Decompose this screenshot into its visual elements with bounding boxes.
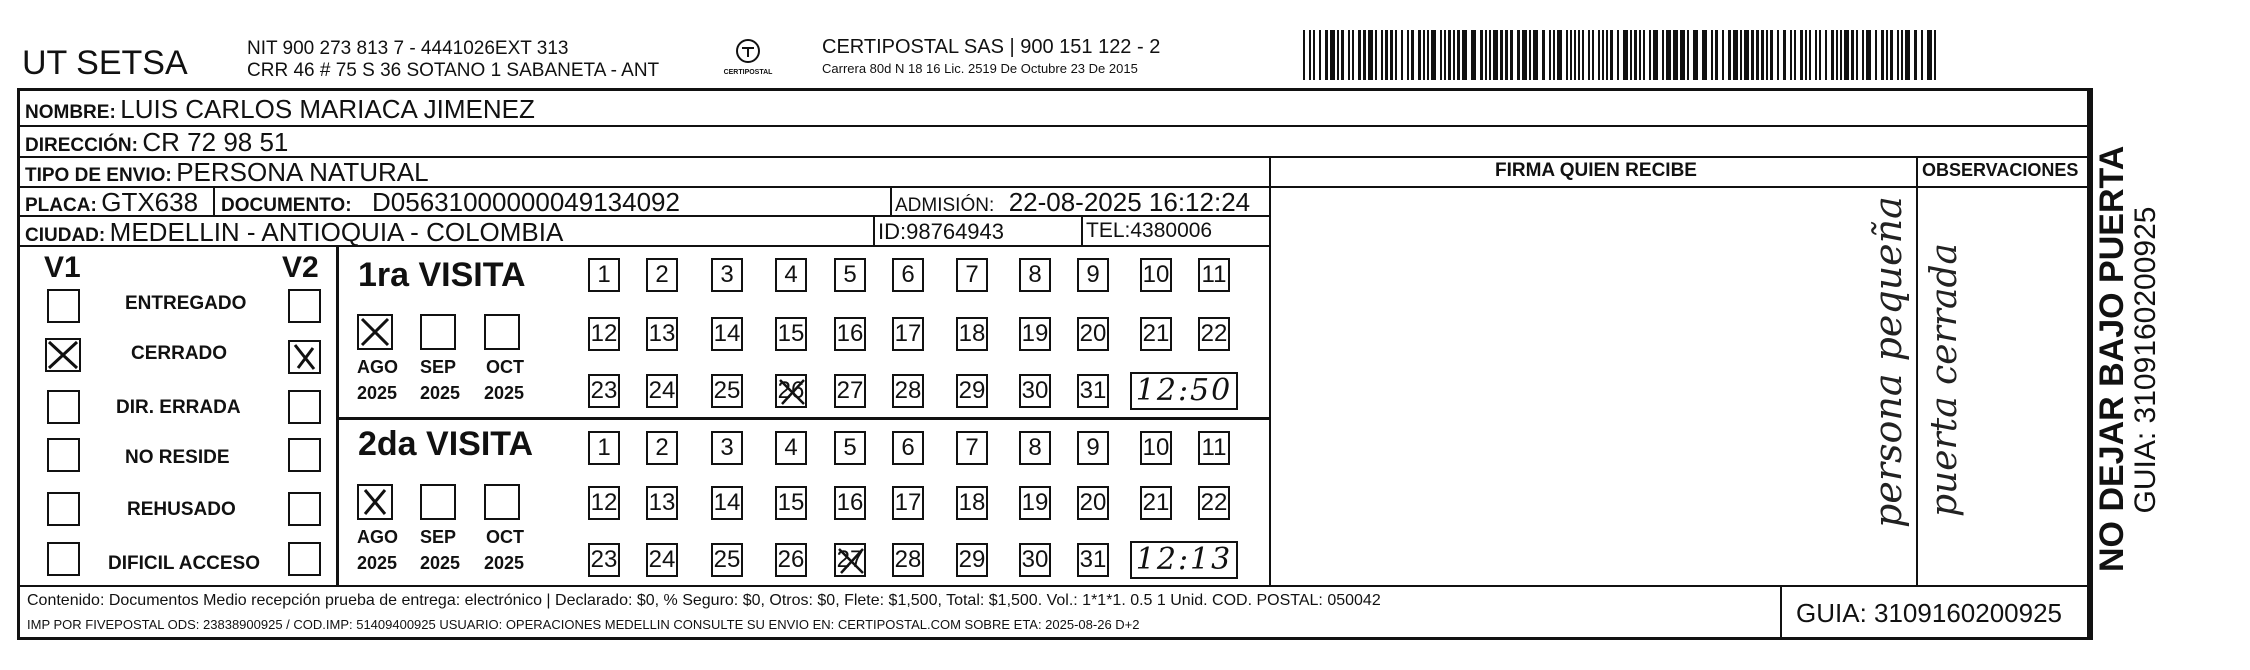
v1-dificil-acceso-checkbox[interactable] (47, 542, 80, 576)
barcode-bar (1330, 30, 1335, 80)
visit2-month-ago-checkbox[interactable] (357, 484, 393, 520)
barcode-bar (1522, 30, 1527, 80)
visit2-time: 12:13 (1130, 541, 1238, 579)
barcode-bar (1819, 30, 1821, 80)
barcode-bar (1844, 30, 1849, 80)
visit2-month-oct: OCT (486, 527, 524, 547)
barcode-bar (1794, 30, 1796, 80)
barcode-bar (1840, 30, 1842, 80)
side-no-dejar-bajo-puerta: NO DEJAR BAJO PUERTA (2093, 145, 2131, 572)
visit1-title: 1ra VISITA (358, 256, 526, 294)
barcode-bar (1744, 30, 1749, 80)
visit1-day-15[interactable]: 15 (775, 317, 807, 351)
admision-row (895, 187, 1250, 218)
barcode-bar (1825, 30, 1827, 80)
v1-label: V1 (44, 251, 81, 284)
barcode-bar (1815, 30, 1817, 80)
visit1-day-21[interactable]: 21 (1140, 317, 1172, 351)
visit2-day-31[interactable]: 31 (1077, 543, 1109, 577)
visit2-day-15[interactable]: 15 (775, 486, 807, 520)
barcode-bar (1375, 30, 1377, 80)
check-x-icon (47, 340, 79, 370)
barcode-bar (1733, 30, 1738, 80)
barcode-bar (1610, 30, 1613, 80)
placa-row (25, 187, 198, 218)
barcode-bar (1881, 30, 1884, 80)
visit2-day-1[interactable]: 1 (588, 431, 620, 465)
barcode-bar (1588, 30, 1590, 80)
v1-cerrado-checkbox[interactable] (45, 338, 81, 372)
id-label: ID: (878, 219, 907, 244)
barcode-bar (1381, 30, 1383, 80)
status-cerrado: CERRADO (131, 343, 228, 364)
barcode-bar (1549, 30, 1551, 80)
barcode-bar (1890, 30, 1893, 80)
barcode-bar (1693, 30, 1698, 80)
visit1-day-16[interactable]: 16 (834, 317, 866, 351)
visit2-day-2[interactable]: 2 (646, 431, 678, 465)
visit1-day-3[interactable]: 3 (711, 258, 743, 292)
v2-dir-errada-checkbox[interactable] (288, 390, 321, 424)
barcode-bar (1702, 30, 1707, 80)
barcode-bar (1363, 30, 1366, 80)
nombre-label: NOMBRE: (25, 102, 116, 123)
v1-no-reside-checkbox[interactable] (47, 438, 80, 472)
ciudad-row (25, 217, 563, 248)
barcode-bar (1313, 30, 1315, 80)
visit1-day-23[interactable]: 23 (588, 374, 620, 408)
barcode-bar (1680, 30, 1685, 80)
documento-label: DOCUMENTO: (221, 195, 352, 216)
barcode-bar (1341, 30, 1344, 80)
barcode-bar (1921, 30, 1923, 80)
ciudad-value: MEDELLIN - ANTIOQUIA - COLOMBIA (109, 217, 564, 247)
observation-handwriting-1: persona pequeña (1866, 196, 1910, 528)
tipo-value: PERSONA NATURAL (176, 157, 429, 187)
visit1-month-ago: AGO (357, 357, 399, 377)
certipostal-logo (722, 38, 774, 76)
barcode-bar (1489, 30, 1491, 80)
barcode-bar (1715, 30, 1718, 80)
visit1-day-28[interactable]: 28 (892, 374, 924, 408)
visit1-day-7[interactable]: 7 (956, 258, 988, 292)
visit2-day-13[interactable]: 13 (646, 486, 678, 520)
barcode-bar (1606, 30, 1608, 80)
barcode-bar (1800, 30, 1803, 80)
visit2-title: 2da VISITA (358, 425, 534, 463)
certipostal-license: Carrera 80d N 18 16 Lic. 2519 De Octubre 23 De 2015 (822, 61, 1138, 76)
visit2-day-11[interactable]: 11 (1198, 431, 1230, 465)
barcode-bar (1448, 30, 1451, 80)
visit2-day-10[interactable]: 10 (1140, 431, 1172, 465)
visit2-day-26[interactable]: 26 (775, 543, 807, 577)
visit2-day-7[interactable]: 7 (956, 431, 988, 465)
barcode-bar (1423, 30, 1425, 80)
check-x-icon (290, 342, 319, 372)
visit1-day-30[interactable]: 30 (1019, 374, 1051, 408)
documento-value: D05631000000049134092 (372, 187, 680, 217)
status-dificil-acceso: DIFICIL ACCESO (108, 553, 261, 574)
barcode-bar (1542, 30, 1545, 80)
visit1-day-24[interactable]: 24 (646, 374, 678, 408)
visit1-day-1[interactable]: 1 (588, 258, 620, 292)
barcode-bar (1485, 30, 1487, 80)
barcode-bar (1673, 30, 1678, 80)
visit2-day-14[interactable]: 14 (711, 486, 743, 520)
barcode-bar (1358, 30, 1361, 80)
barcode-bar (1809, 30, 1811, 80)
status-dir-errada: DIR. ERRADA (116, 397, 241, 418)
visit1-day-10[interactable]: 10 (1140, 258, 1172, 292)
barcode-bar (1471, 30, 1476, 80)
check-x-icon (777, 376, 807, 408)
side-guia: GUIA: 3109160200925 (2129, 206, 2162, 514)
barcode-bar (1303, 30, 1305, 80)
logo-icon (733, 38, 763, 64)
barcode-bar (1427, 30, 1429, 80)
barcode-bar (1493, 30, 1498, 80)
certipostal-name: CERTIPOSTAL SAS | 900 151 122 - 2 (822, 36, 1161, 58)
visit1-day-11[interactable]: 11 (1198, 258, 1230, 292)
visit2-day-5[interactable]: 5 (834, 431, 866, 465)
barcode-bar (1390, 30, 1393, 80)
barcode-bar (1617, 30, 1619, 80)
v2-entregado-checkbox[interactable] (288, 289, 321, 323)
visit1-day-20[interactable]: 20 (1077, 317, 1109, 351)
barcode-bar (1831, 30, 1834, 80)
barcode-bar (1751, 30, 1754, 80)
barcode-bar (1401, 30, 1403, 80)
visit2-day-30[interactable]: 30 (1019, 543, 1051, 577)
barcode-bar (1444, 30, 1446, 80)
visit1-day-26[interactable]: 26 (775, 374, 807, 408)
visit1-day-22[interactable]: 22 (1198, 317, 1230, 351)
barcode-bar (1777, 30, 1779, 80)
barcode-bar (1886, 30, 1888, 80)
barcode-bar (1574, 30, 1576, 80)
v2-no-reside-checkbox[interactable] (288, 438, 321, 472)
id-value: 98764943 (906, 219, 1005, 244)
barcode-bar (1740, 30, 1742, 80)
company-name: UT SETSA (22, 44, 188, 82)
nombre-row (25, 94, 535, 125)
v2-label: V2 (282, 251, 319, 284)
barcode-bar (1440, 30, 1442, 80)
barcode-bar (1728, 30, 1731, 80)
visit1-month-ago-checkbox[interactable] (357, 314, 393, 350)
visit1-day-14[interactable]: 14 (711, 317, 743, 351)
barcode-bar (1325, 30, 1328, 80)
footer-imp: IMP POR FIVEPOSTAL ODS: 23838900925 / COD.IMP: 51409400925 USUARIO: OPERACIONES MEDELLIN CONSULTE SU ENVIO EN: CERTIPOSTAL.COM SOBRE ETA: 2025-08-26 D+2 (27, 617, 1140, 632)
visit2-day-9[interactable]: 9 (1077, 431, 1109, 465)
barcode-bar (1553, 30, 1555, 80)
check-x-icon (836, 545, 866, 577)
company-address: CRR 46 # 75 S 36 SOTANO 1 SABANETA - ANT (247, 60, 660, 81)
visit2-day-16[interactable]: 16 (834, 486, 866, 520)
tipo-row (25, 157, 429, 188)
barcode-bar (1905, 30, 1910, 80)
placa-value: GTX638 (101, 187, 199, 217)
barcode-bar (1337, 30, 1339, 80)
barcode-bar (1319, 30, 1321, 80)
barcode-bar (1578, 30, 1580, 80)
barcode-bar (1480, 30, 1483, 80)
placa-label: PLACA: (25, 195, 97, 216)
barcode-bar (1805, 30, 1807, 80)
barcode-bar (1866, 30, 1871, 80)
visit1-day-18[interactable]: 18 (956, 317, 988, 351)
tel-label: TEL: (1086, 219, 1131, 242)
barcode-bar (1309, 30, 1311, 80)
visit2-day-27[interactable]: 27 (834, 543, 866, 577)
v2-rehusado-checkbox[interactable] (288, 492, 321, 526)
visit2-year-ago: 2025 (357, 553, 398, 573)
visit2-day-28[interactable]: 28 (892, 543, 924, 577)
footer-contenido: Contenido: Documentos Medio recepción prueba de entrega: electrónico | Declarado: $0, % Seguro: $0, Otros: $0, Flete: $1,500, Total: $1,500. Vol.: 1*1*1. 0.5 1 Unid. COD. POSTAL: 050042 (27, 592, 1381, 609)
check-x-icon (359, 316, 391, 348)
ciudad-label: CIUDAD: (25, 225, 106, 246)
nombre-value: LUIS CARLOS MARIACA JIMENEZ (120, 94, 535, 124)
visit1-day-17[interactable]: 17 (892, 317, 924, 351)
v1-dir-errada-checkbox[interactable] (47, 390, 80, 424)
visit1-day-13[interactable]: 13 (646, 317, 678, 351)
visit2-year-oct: 2025 (484, 553, 525, 573)
barcode-bar (1851, 30, 1854, 80)
barcode-bar (1934, 30, 1936, 80)
visit2-year-sep: 2025 (420, 553, 461, 573)
documento-row (221, 187, 680, 218)
tel-value: 4380006 (1130, 219, 1213, 242)
barcode-bar (1557, 30, 1562, 80)
visit1-day-8[interactable]: 8 (1019, 258, 1051, 292)
tel-row (1086, 219, 1212, 243)
firma-label: FIRMA QUIEN RECIBE (1495, 160, 1697, 181)
barcode-bar (1653, 30, 1658, 80)
barcode-bar (1505, 30, 1508, 80)
barcode-bar (1630, 30, 1632, 80)
barcode-bar (1634, 30, 1637, 80)
barcode-bar (1462, 30, 1467, 80)
direccion-label: DIRECCIÓN: (25, 135, 138, 156)
id-row (878, 219, 1004, 245)
footer-guia: GUIA: 3109160200925 (1796, 598, 2062, 628)
visit1-month-oct: OCT (486, 357, 524, 377)
visit1-month-oct-checkbox[interactable] (484, 314, 520, 350)
barcode-bar (1510, 30, 1513, 80)
barcode-bar (1927, 30, 1932, 80)
visit1-day-5[interactable]: 5 (834, 258, 866, 292)
visit2-day-8[interactable]: 8 (1019, 431, 1051, 465)
logo-text: CERTIPOSTAL (723, 69, 773, 76)
visit2-day-4[interactable]: 4 (775, 431, 807, 465)
barcode-bar (1529, 30, 1531, 80)
barcode-bar (1687, 30, 1689, 80)
visit2-month-sep: SEP (420, 527, 457, 547)
visit2-day-3[interactable]: 3 (711, 431, 743, 465)
visit2-day-25[interactable]: 25 (711, 543, 743, 577)
visit2-day-23[interactable]: 23 (588, 543, 620, 577)
company-nit: NIT 900 273 813 7 - 4441026EXT 313 (247, 38, 569, 59)
visit1-year-oct: 2025 (484, 383, 525, 403)
barcode-bar (1407, 30, 1409, 80)
barcode-bar (1761, 30, 1764, 80)
visit2-day-6[interactable]: 6 (892, 431, 924, 465)
visit2-month-sep-checkbox[interactable] (420, 484, 456, 520)
visit2-month-oct-checkbox[interactable] (484, 484, 520, 520)
check-x-icon (359, 486, 391, 518)
visit2-day-19[interactable]: 19 (1019, 486, 1051, 520)
barcode-bar (1352, 30, 1354, 80)
visit2-day-29[interactable]: 29 (956, 543, 988, 577)
admision-label: ADMISIÓN: (895, 195, 995, 216)
visit1-day-31[interactable]: 31 (1077, 374, 1109, 408)
barcode-bar (1598, 30, 1600, 80)
visit1-day-29[interactable]: 29 (956, 374, 988, 408)
barcode-bar (1756, 30, 1759, 80)
visit1-month-sep-checkbox[interactable] (420, 314, 456, 350)
barcode-bar (1662, 30, 1664, 80)
barcode (1303, 30, 1943, 82)
barcode-bar (1592, 30, 1594, 80)
visit2-day-22[interactable]: 22 (1198, 486, 1230, 520)
visit2-month-ago: AGO (357, 527, 399, 547)
barcode-bar (1770, 30, 1773, 80)
barcode-bar (1368, 30, 1373, 80)
barcode-bar (1790, 30, 1792, 80)
barcode-bar (1666, 30, 1671, 80)
visit1-day-6[interactable]: 6 (892, 258, 924, 292)
barcode-bar (1395, 30, 1397, 80)
direccion-row (25, 127, 288, 158)
barcode-bar (1431, 30, 1436, 80)
barcode-bar (1711, 30, 1713, 80)
barcode-bar (1901, 30, 1903, 80)
barcode-bar (1566, 30, 1568, 80)
barcode-bar (1897, 30, 1899, 80)
visit2-day-12[interactable]: 12 (588, 486, 620, 520)
barcode-bar (1623, 30, 1628, 80)
barcode-bar (1836, 30, 1838, 80)
barcode-bar (1457, 30, 1460, 80)
v2-cerrado-checkbox[interactable] (288, 340, 321, 374)
barcode-bar (1722, 30, 1724, 80)
barcode-bar (1643, 30, 1645, 80)
barcode-bar (1533, 30, 1538, 80)
v1-rehusado-checkbox[interactable] (47, 492, 80, 526)
visit2-day-20[interactable]: 20 (1077, 486, 1109, 520)
v1-entregado-checkbox[interactable] (47, 289, 80, 323)
visit2-day-24[interactable]: 24 (646, 543, 678, 577)
visit2-day-18[interactable]: 18 (956, 486, 988, 520)
observaciones-label: OBSERVACIONES (1922, 160, 2079, 180)
visit1-year-sep: 2025 (420, 383, 461, 403)
barcode-bar (1649, 30, 1651, 80)
barcode-bar (1348, 30, 1350, 80)
barcode-bar (1783, 30, 1786, 80)
barcode-bar (1385, 30, 1388, 80)
v2-dificil-acceso-checkbox[interactable] (288, 542, 321, 576)
status-entregado: ENTREGADO (125, 293, 247, 314)
admision-value: 22-08-2025 16:12:24 (1008, 187, 1251, 217)
barcode-bar (1602, 30, 1604, 80)
visit1-day-12[interactable]: 12 (588, 317, 620, 351)
tipo-label: TIPO DE ENVIO: (25, 165, 172, 186)
barcode-bar (1914, 30, 1917, 80)
barcode-bar (1862, 30, 1864, 80)
visit1-day-19[interactable]: 19 (1019, 317, 1051, 351)
barcode-bar (1500, 30, 1503, 80)
visit1-day-25[interactable]: 25 (711, 374, 743, 408)
observation-handwriting-2: puerta cerrada (1924, 243, 1965, 517)
visit1-month-sep: SEP (420, 357, 457, 377)
barcode-bar (1582, 30, 1584, 80)
visit1-year-ago: 2025 (357, 383, 398, 403)
barcode-bar (1570, 30, 1572, 80)
visit1-time: 12:50 (1130, 372, 1238, 410)
visit1-day-27[interactable]: 27 (834, 374, 866, 408)
barcode-bar (1875, 30, 1877, 80)
visit1-day-2[interactable]: 2 (646, 258, 678, 292)
barcode-bar (1453, 30, 1455, 80)
barcode-bar (1766, 30, 1768, 80)
barcode-bar (1639, 30, 1641, 80)
status-rehusado: REHUSADO (127, 499, 236, 520)
barcode-bar (1411, 30, 1414, 80)
visit2-day-17[interactable]: 17 (892, 486, 924, 520)
barcode-bar (1418, 30, 1421, 80)
visit1-day-4[interactable]: 4 (775, 258, 807, 292)
barcode-bar (1517, 30, 1520, 80)
status-no-reside: NO RESIDE (125, 447, 230, 468)
visit1-day-9[interactable]: 9 (1077, 258, 1109, 292)
visit2-day-21[interactable]: 21 (1140, 486, 1172, 520)
barcode-bar (1856, 30, 1858, 80)
direccion-value: CR 72 98 51 (142, 127, 289, 157)
